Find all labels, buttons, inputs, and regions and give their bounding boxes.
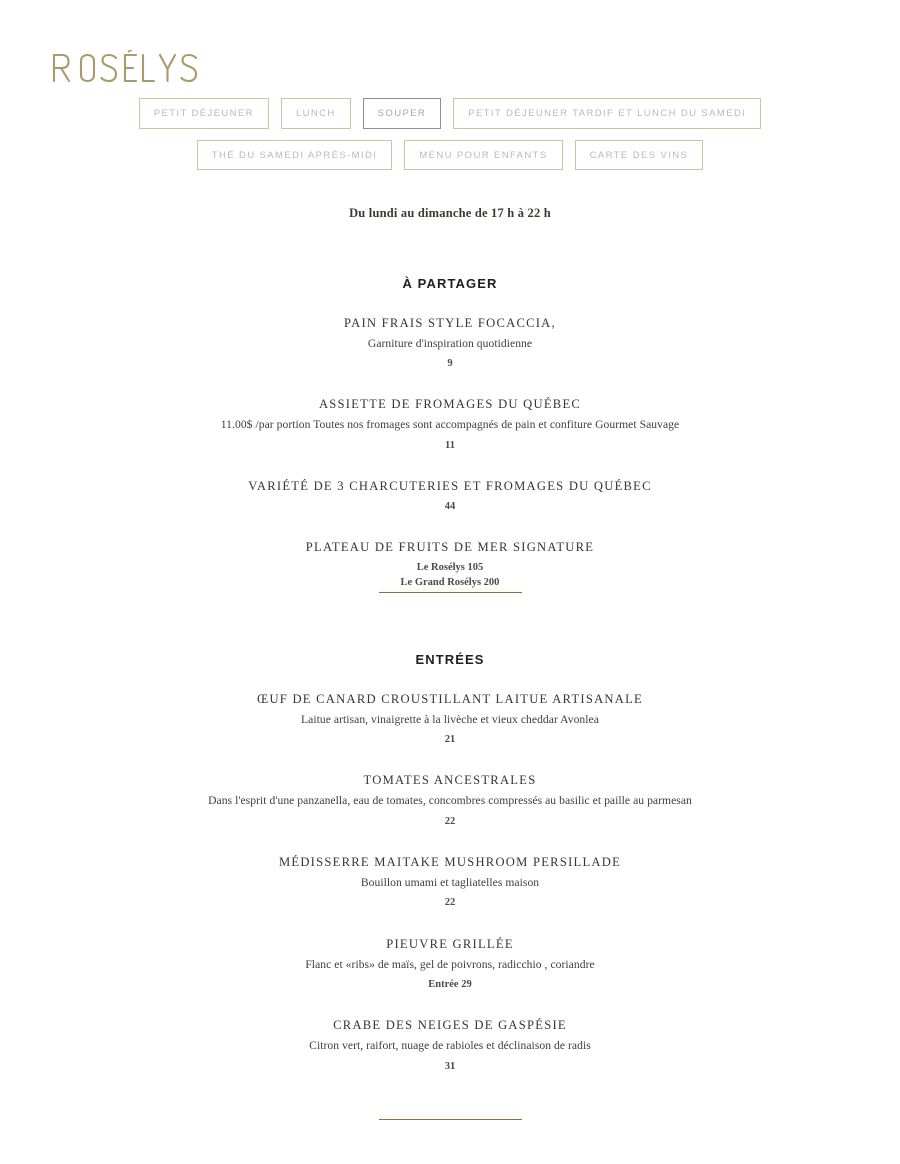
price-line: Le Grand Rosélys 200 (400, 577, 500, 589)
menu-section-entrees (0, 641, 900, 1074)
nav-tab[interactable]: SOUPER (363, 98, 442, 129)
divider-line (379, 588, 522, 593)
menu-item (0, 936, 900, 993)
menu-item-name: CRABE DES NEIGES DE GASPÉSIE (333, 1018, 567, 1033)
menu-item (0, 854, 900, 911)
menu-item-description: 11.00$ /par portion Toutes nos fromages sont accompagnés de pain et confiture Gourmet Sauvage (220, 418, 680, 432)
section-divider (0, 588, 900, 593)
menu-item-price (0, 732, 900, 747)
menu-item-description: Garniture d'inspiration quotidienne (367, 336, 533, 350)
menu-item (0, 478, 900, 514)
menu-item-name: ASSIETTE DE FROMAGES DU QUÉBEC (318, 397, 582, 412)
price-line: 21 (444, 734, 456, 746)
price-line: 22 (444, 897, 456, 909)
nav-row-1 (0, 98, 900, 129)
section-divider (0, 1115, 900, 1120)
menu-item-price (0, 1059, 900, 1074)
menu-item (0, 539, 900, 590)
section-title: ENTRÉES (415, 651, 485, 667)
brand-logo[interactable] (50, 50, 250, 84)
price-line: Le Rosélys 105 (416, 562, 484, 574)
menu-item-price (0, 356, 900, 371)
menu-item-price (0, 977, 900, 992)
menu-item-name: MÉDISSERRE MAITAKE MUSHROOM PERSILLADE (278, 855, 622, 869)
section-title: À PARTAGER (402, 275, 498, 291)
section-items (0, 315, 900, 591)
price-line: 31 (444, 1060, 456, 1072)
menu-item-name: ŒUF DE CANARD CROUSTILLANT LAITUE ARTISANALE (257, 691, 643, 706)
menu-item-price (0, 814, 900, 829)
menu-item-name: PIEUVRE GRILLÉE (386, 936, 514, 951)
price-line: 22 (444, 815, 456, 827)
menu-item-price (0, 560, 900, 590)
menu-item (0, 1017, 900, 1074)
menu-item-price (0, 499, 900, 514)
menu-section-a-partager (0, 265, 900, 591)
menu-item (0, 691, 900, 748)
menu-item-description: Laitue artisan, vinaigrette à la livèche et vieux cheddar Avonlea (301, 712, 599, 726)
menu-item-name: PAIN FRAIS STYLE FOCACCIA, (344, 315, 556, 330)
roselys-logo-icon (50, 50, 240, 84)
nav-row-2 (0, 140, 900, 171)
nav-tab[interactable]: PETIT DÉJEUNER TARDIF ET LUNCH DU SAMEDI (453, 98, 761, 129)
nav-tab[interactable]: CARTE DES VINS (575, 140, 704, 171)
price-line: 44 (444, 501, 456, 512)
nav-tab[interactable]: MENU POUR ENFANTS (404, 140, 562, 171)
menu-item-name: VARIÉTÉ DE 3 CHARCUTERIES ET FROMAGES DU QUÉBEC (248, 479, 652, 493)
price-line: Entrée 29 (428, 979, 472, 990)
menu-item-price (0, 438, 900, 453)
price-line: 11 (445, 439, 455, 451)
price-line: 9 (447, 358, 453, 370)
menu-item (0, 772, 900, 829)
menu-item (0, 396, 900, 453)
nav-tab[interactable]: LUNCH (281, 98, 351, 129)
section-items (0, 691, 900, 1074)
menu-item-description: Dans l'esprit d'une panzanella, eau de tomates, concombres compressés au basilic et paille au parmesan (208, 794, 692, 808)
menu-item-name: TOMATES ANCESTRALES (363, 773, 537, 788)
divider-line (379, 1115, 522, 1120)
menu-item-description: Citron vert, raifort, nuage de rabioles et déclinaison de radis (309, 1039, 591, 1053)
menu-item-description: Bouillon umami et tagliatelles maison (360, 876, 540, 889)
service-hours: Du lundi au dimanche de 17 h à 22 h (349, 206, 551, 220)
nav-tab[interactable]: THÉ DU SAMEDI APRÈS-MIDI (197, 140, 393, 171)
menu-item-name: PLATEAU DE FRUITS DE MER SIGNATURE (305, 540, 595, 555)
menu-item-description: Flanc et «ribs» de maïs, gel de poivrons, radicchio , coriandre (305, 957, 595, 971)
menu-nav (0, 98, 900, 170)
menu-item (0, 315, 900, 372)
menu-item-price (0, 895, 900, 910)
nav-tab[interactable]: PETIT DÉJEUNER (139, 98, 269, 129)
